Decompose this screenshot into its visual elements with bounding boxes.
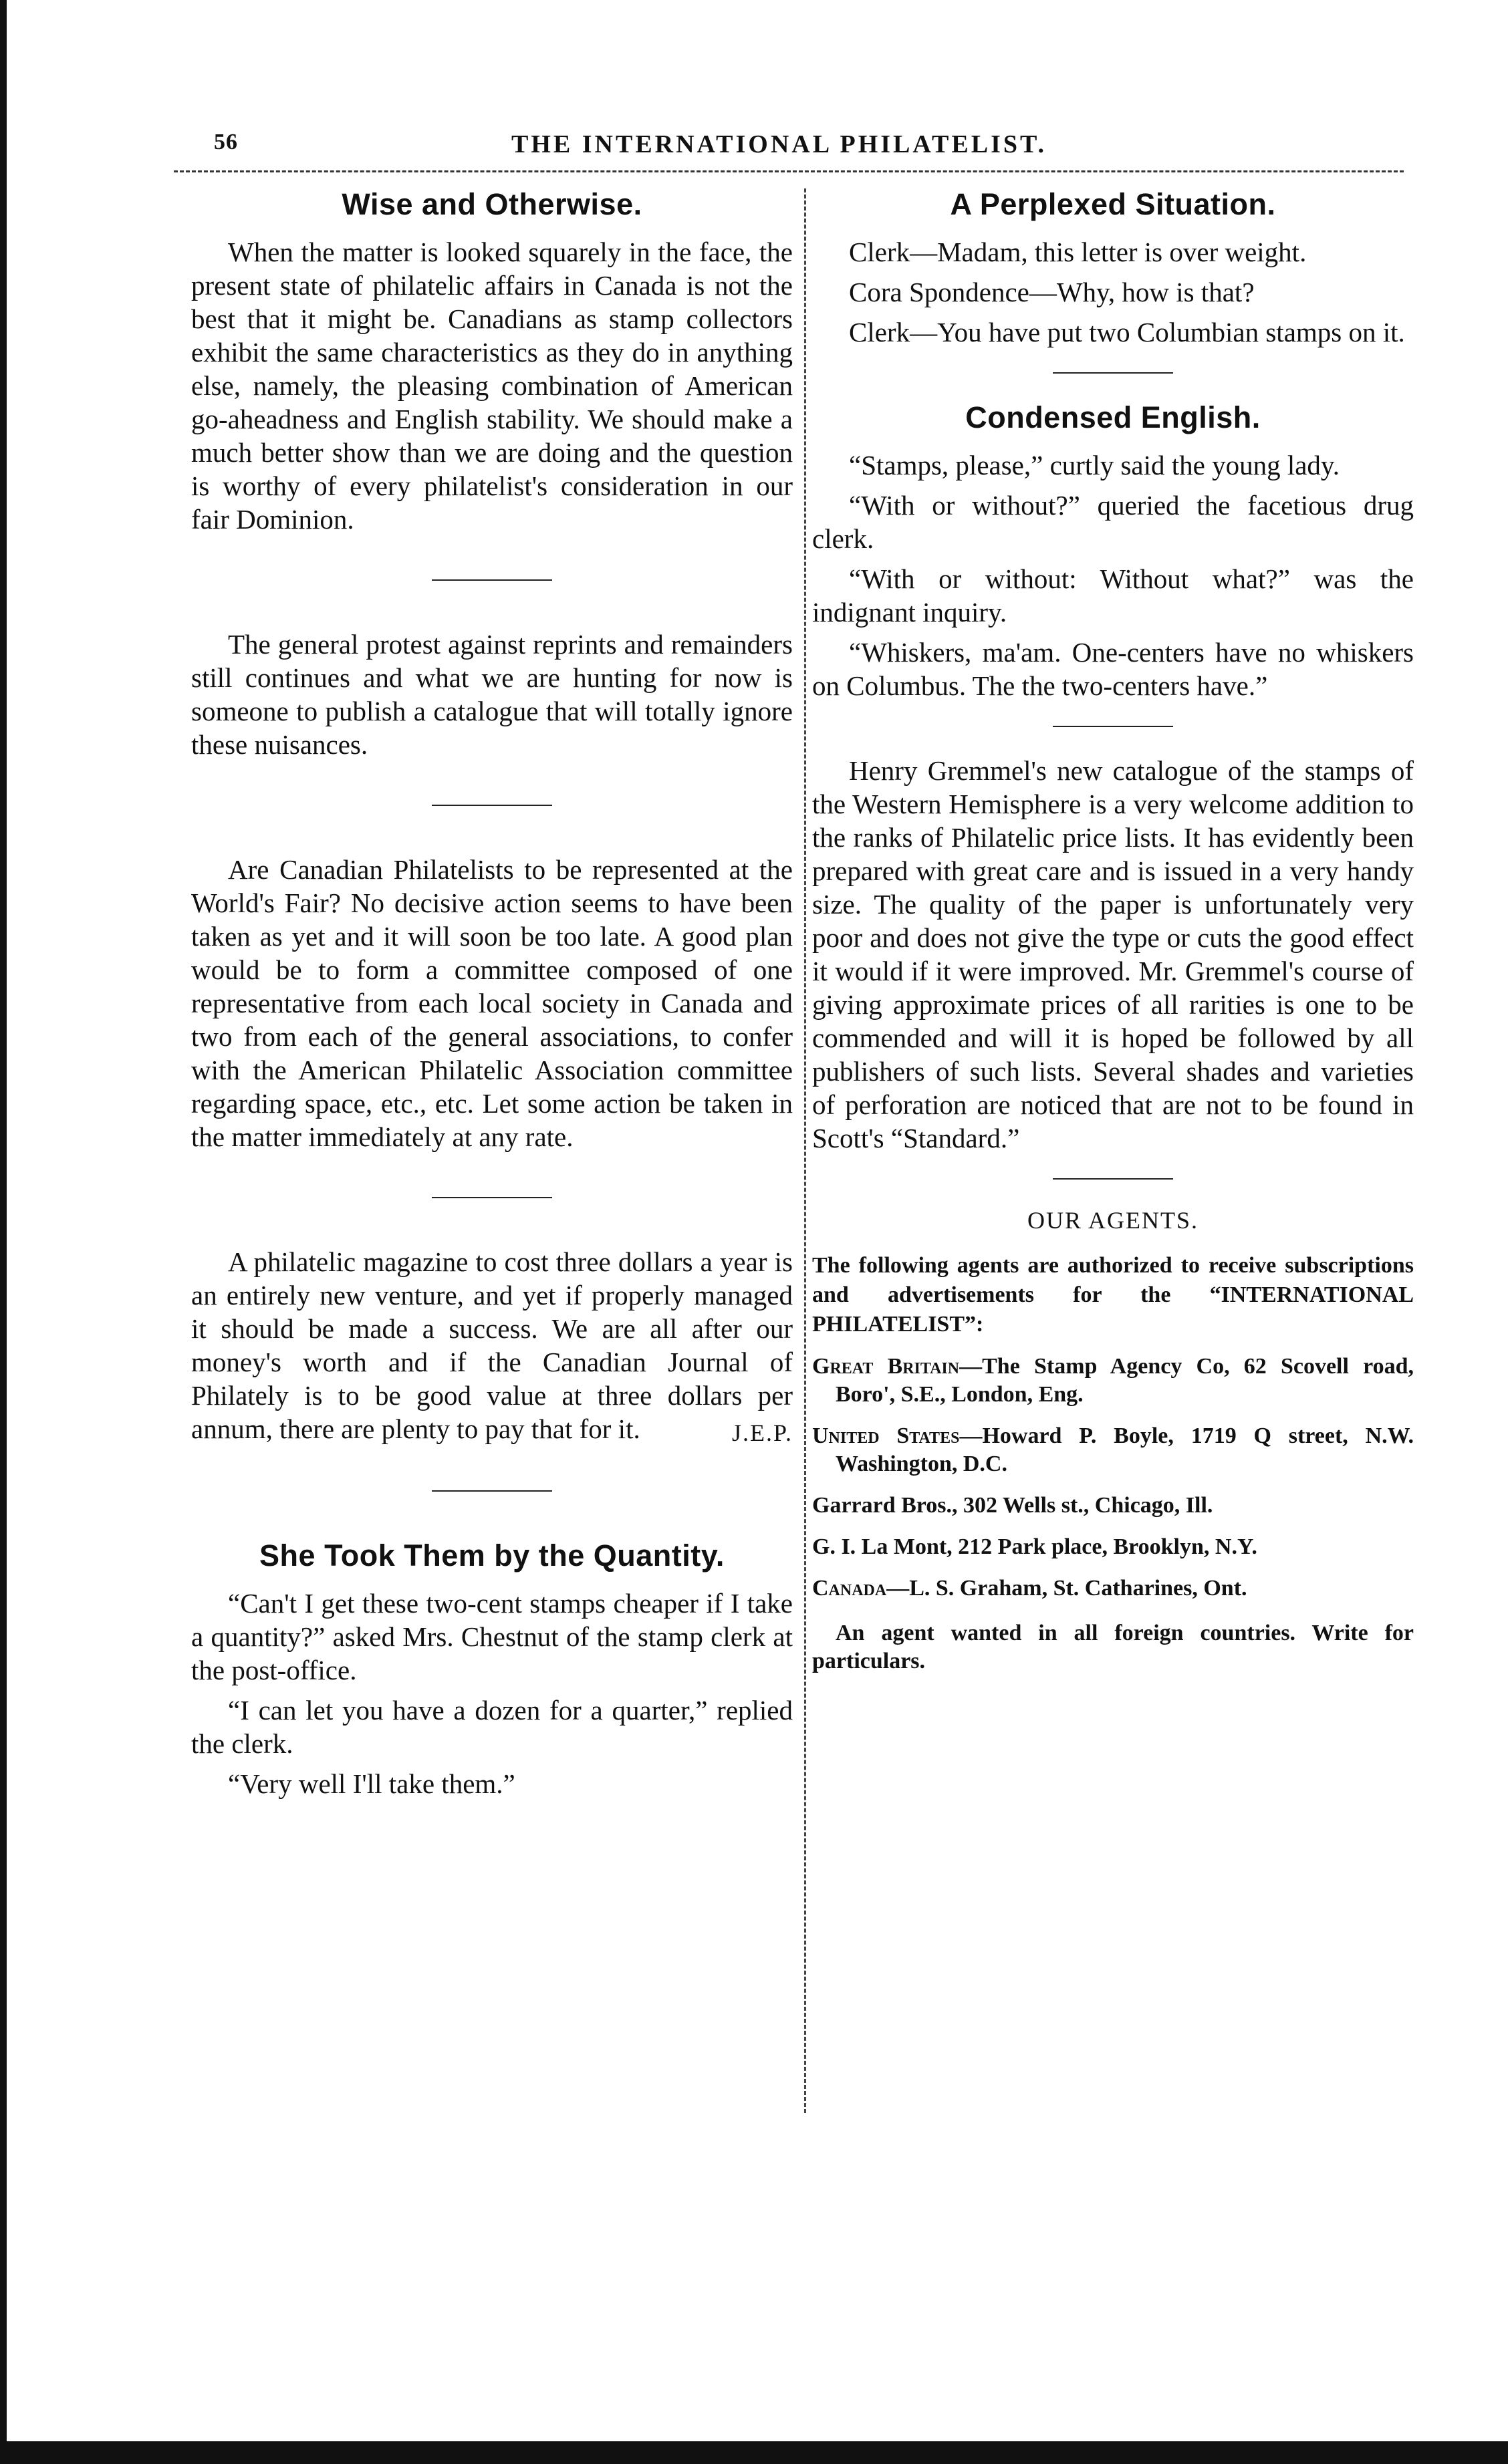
agent-details: —The Stamp Agency Co, 62 Scovell road, Boro', S.E., London, Eng. [836, 1354, 1414, 1407]
page-left-edge [0, 0, 7, 2464]
article-paragraph: “I can let you have a dozen for a quarter,” replied the clerk. [191, 1695, 793, 1759]
agent-garrard: Garrard Bros., 302 Wells st., Chicago, Ill. [812, 1493, 1213, 1518]
section-rule [432, 1490, 552, 1492]
agents-title: OUR AGENTS. [1027, 1207, 1199, 1234]
agent-country: United States [812, 1423, 960, 1448]
article-paragraph: “Can't I get these two-cent stamps cheaper if I take a quantity?” asked Mrs. Chestnut of the stamp clerk at the post-office. [191, 1588, 793, 1685]
article-paragraph: “Very well I'll take them.” [228, 1768, 515, 1799]
dialogue-line: “Whiskers, ma'am. One-centers have no whiskers on Columbus. The the two-centers have.” [812, 637, 1414, 701]
agent-details: —L. S. Graham, St. Catharines, Ont. [886, 1576, 1247, 1601]
dialogue-line: Cora Spondence—Why, how is that? [849, 277, 1255, 307]
article-perplexed-situation [812, 187, 1414, 374]
agent-country: Canada [812, 1576, 887, 1601]
article-condensed-english [812, 400, 1414, 727]
section-rule [1053, 372, 1173, 374]
section-rule [432, 579, 552, 581]
agents-intro: The following agents are authorized to receive subscriptions and advertisements for the “INTERNATIONAL PHILATELIST”: [812, 1253, 1414, 1337]
article-paragraph: The general protest against reprints and remainders still continues and what we are hunting for now is someone to publish a catalogue that will totally ignore these nuisances. [191, 629, 793, 760]
running-title: THE INTERNATIONAL PHILATELIST. [511, 130, 1047, 158]
article-paragraph: A philatelic magazine to cost three dollars a year is an entirely new venture, and yet if properly managed it should be made a success. We are all after our money's worth and if the Canadian Journal of Philately is to be good value at three dollars per annum, there are plenty to pay that for it. [191, 1246, 793, 1444]
agent-great-britain [812, 1353, 1414, 1409]
article-paragraph: Are Canadian Philatelists to be represented at the World's Fair? No decisive action seems to have been taken as yet and it will soon be too late. A good plan would be to form a committee composed of one representative from each local society in Canada and two from each of the general associations, to confer with the American Philatelic Association committee regarding space, etc., etc. Let some action be taken in the matter immediately at any rate. [191, 854, 793, 1152]
signature: J.E.P. [731, 1419, 793, 1446]
agent-details: —Howard P. Boyle, 1719 Q street, N.W. Washington, D.C. [836, 1423, 1414, 1476]
agents-closing: An agent wanted in all foreign countries. Write for particulars. [812, 1621, 1414, 1673]
dialogue-line: “Stamps, please,” curtly said the young lady. [849, 450, 1340, 481]
page-header [214, 130, 1123, 170]
page-number: 56 [214, 130, 238, 154]
our-agents [812, 1206, 1414, 1675]
dialogue-line: Clerk—You have put two Columbian stamps on it. [849, 317, 1405, 348]
article-paragraph: Henry Gremmel's new catalogue of the stamps of the Western Hemisphere is a very welcome addition to the ranks of Philatelic price lists. It has evidently been prepared with great care and is issued in a very handy size. The quality of the paper is unfortunately very poor and does not give the type or cuts the good effect it would if it were improved. Mr. Gremmel's course of giving approximate prices of all rarities is one to be commended and will it is hoped be followed by all publishers of such lists. Several shades and varieties of perforation are noticed that are not to be found in Scott's “Standard.” [812, 755, 1414, 1153]
section-rule [1053, 726, 1173, 727]
header-rule [174, 170, 1404, 172]
agent-united-states [812, 1422, 1414, 1478]
dialogue-line: Clerk—Madam, this letter is over weight. [849, 237, 1307, 267]
column-divider [804, 188, 806, 2113]
article-she-took-them [191, 1538, 793, 1800]
page-bottom-edge [0, 2441, 1508, 2464]
section-rule [432, 1197, 552, 1198]
agent-country: Great Britain [812, 1354, 960, 1379]
article-title: A Perplexed Situation. [950, 187, 1276, 221]
article-paragraph: When the matter is looked squarely in the face, the present state of philatelic affairs in Canada is not the best that it might be. Canadians as stamp collectors exhibit the same characteristics as they do in anything else, namely, the pleasing combination of American go-aheadness and English stability. We should make a much better show than we are doing and the question is worthy of every philatelist's consideration in our fair Dominion. [191, 237, 793, 535]
dialogue-line: “With or without: Without what?” was the indignant inquiry. [812, 563, 1414, 628]
article-title: She Took Them by the Quantity. [259, 1538, 725, 1572]
left-column [191, 187, 793, 1807]
article-gremmel-catalogue [812, 754, 1414, 1180]
section-rule [432, 805, 552, 806]
dialogue-line: “With or without?” queried the facetious drug clerk. [812, 490, 1414, 554]
agent-lamont: G. I. La Mont, 212 Park place, Brooklyn, N.Y. [812, 1534, 1257, 1559]
agent-canada [812, 1575, 1414, 1603]
section-rule [1053, 1178, 1173, 1180]
article-wise-and-otherwise [191, 187, 793, 1492]
article-title: Condensed English. [965, 400, 1261, 434]
article-title: Wise and Otherwise. [342, 187, 642, 221]
right-column [812, 187, 1414, 1682]
